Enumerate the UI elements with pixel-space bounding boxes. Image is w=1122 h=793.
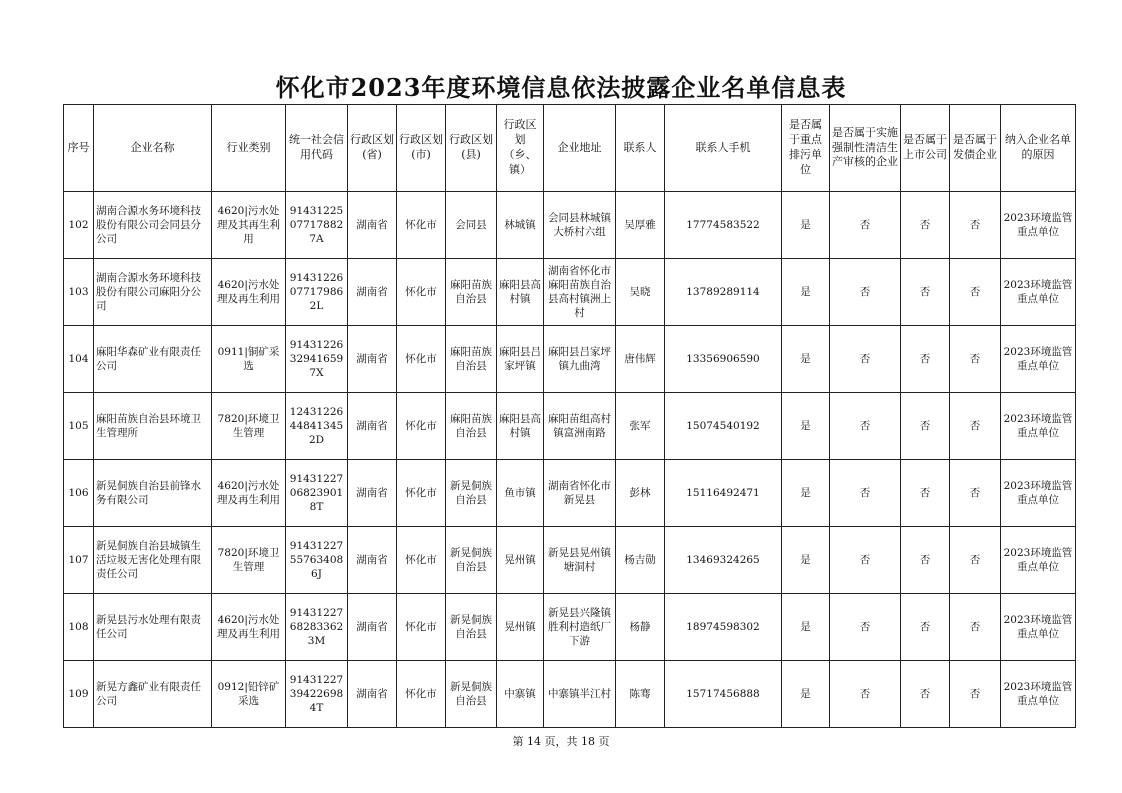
province-cell: 湖南省: [348, 259, 397, 326]
table-row: [64, 594, 1076, 661]
contact-person-cell: 吴厚雅: [616, 192, 665, 259]
listed-company-cell: 否: [901, 393, 950, 460]
company-name-cell: 新晃方鑫矿业有限责任公司: [94, 661, 212, 728]
inclusion-reason-cell: 2023环境监管重点单位: [1001, 259, 1076, 326]
credit-code-cell: 91431226329416597X: [286, 326, 348, 393]
table-row: [64, 527, 1076, 594]
credit-code-cell: 91431225077178827A: [286, 192, 348, 259]
town-cell: 晃州镇: [497, 527, 544, 594]
province-cell: 湖南省: [348, 460, 397, 527]
contact-person-cell: 张军: [616, 393, 665, 460]
row-number-cell: 103: [64, 259, 94, 326]
table-row: [64, 393, 1076, 460]
column-header: 纳入企业名单的原因: [1001, 105, 1076, 192]
key-pollutant-unit-cell: 是: [782, 527, 830, 594]
county-cell: 新晃侗族自治县: [446, 460, 497, 527]
table-header: [64, 105, 1076, 192]
header-row: [64, 105, 1076, 192]
column-header: 企业名称: [94, 105, 212, 192]
industry-category-cell: 4620|污水处理及其再生利用: [212, 192, 286, 259]
bond-issuer-cell: 否: [950, 393, 1001, 460]
key-pollutant-unit-cell: 是: [782, 594, 830, 661]
credit-code-cell: 91431227682833623M: [286, 594, 348, 661]
county-cell: 麻阳苗族自治县: [446, 326, 497, 393]
listed-company-cell: 否: [901, 192, 950, 259]
industry-category-cell: 4620|污水处理及再生利用: [212, 594, 286, 661]
county-cell: 会同县: [446, 192, 497, 259]
industry-category-cell: 7820|环境卫生管理: [212, 393, 286, 460]
row-number-cell: 105: [64, 393, 94, 460]
company-name-cell: 新晃侗族自治县城镇生活垃圾无害化处理有限责任公司: [94, 527, 212, 594]
address-cell: 中寨镇半江村: [544, 661, 616, 728]
county-cell: 麻阳苗族自治县: [446, 393, 497, 460]
key-pollutant-unit-cell: 是: [782, 259, 830, 326]
contact-phone-cell: 17774583522: [665, 192, 782, 259]
enterprise-table: [63, 104, 1076, 728]
credit-code-cell: 91431227557634086J: [286, 527, 348, 594]
address-cell: 麻阳县吕家坪镇九曲湾: [544, 326, 616, 393]
city-cell: 怀化市: [397, 594, 446, 661]
clean-production-audit-cell: 否: [830, 594, 901, 661]
city-cell: 怀化市: [397, 259, 446, 326]
listed-company-cell: 否: [901, 460, 950, 527]
contact-person-cell: 杨静: [616, 594, 665, 661]
province-cell: 湖南省: [348, 192, 397, 259]
town-cell: 鱼市镇: [497, 460, 544, 527]
county-cell: 新晃侗族自治县: [446, 594, 497, 661]
address-cell: 湖南省怀化市麻阳苗族自治县高村镇洲上村: [544, 259, 616, 326]
county-cell: 新晃侗族自治县: [446, 661, 497, 728]
industry-category-cell: 0912|铅锌矿采选: [212, 661, 286, 728]
city-cell: 怀化市: [397, 460, 446, 527]
column-header: 是否属于发债企业: [950, 105, 1001, 192]
bond-issuer-cell: 否: [950, 259, 1001, 326]
province-cell: 湖南省: [348, 326, 397, 393]
town-cell: 麻阳县吕家坪镇: [497, 326, 544, 393]
listed-company-cell: 否: [901, 527, 950, 594]
column-header: 行政区划(省): [348, 105, 397, 192]
clean-production-audit-cell: 否: [830, 460, 901, 527]
city-cell: 怀化市: [397, 326, 446, 393]
contact-phone-cell: 15717456888: [665, 661, 782, 728]
key-pollutant-unit-cell: 是: [782, 460, 830, 527]
row-number-cell: 109: [64, 661, 94, 728]
clean-production-audit-cell: 否: [830, 192, 901, 259]
province-cell: 湖南省: [348, 393, 397, 460]
row-number-cell: 108: [64, 594, 94, 661]
company-name-cell: 新晃侗族自治县前锋水务有限公司: [94, 460, 212, 527]
row-number-cell: 102: [64, 192, 94, 259]
listed-company-cell: 否: [901, 326, 950, 393]
column-header: 企业地址: [544, 105, 616, 192]
industry-category-cell: 4620|污水处理及再生利用: [212, 259, 286, 326]
province-cell: 湖南省: [348, 661, 397, 728]
key-pollutant-unit-cell: 是: [782, 192, 830, 259]
credit-code-cell: 91431226077179862L: [286, 259, 348, 326]
inclusion-reason-cell: 2023环境监管重点单位: [1001, 192, 1076, 259]
address-cell: 新晃县晃州镇塘洞村: [544, 527, 616, 594]
row-number-cell: 104: [64, 326, 94, 393]
city-cell: 怀化市: [397, 192, 446, 259]
clean-production-audit-cell: 否: [830, 259, 901, 326]
bond-issuer-cell: 否: [950, 326, 1001, 393]
table-row: [64, 259, 1076, 326]
town-cell: 麻阳县高村镇: [497, 259, 544, 326]
contact-phone-cell: 13356906590: [665, 326, 782, 393]
listed-company-cell: 否: [901, 661, 950, 728]
bond-issuer-cell: 否: [950, 192, 1001, 259]
address-cell: 麻阳苗组高村镇富洲南路: [544, 393, 616, 460]
province-cell: 湖南省: [348, 527, 397, 594]
clean-production-audit-cell: 否: [830, 326, 901, 393]
clean-production-audit-cell: 否: [830, 661, 901, 728]
column-header: 行政区划(县): [446, 105, 497, 192]
county-cell: 新晃侗族自治县: [446, 527, 497, 594]
contact-person-cell: 彭林: [616, 460, 665, 527]
contact-phone-cell: 13469324265: [665, 527, 782, 594]
city-cell: 怀化市: [397, 527, 446, 594]
inclusion-reason-cell: 2023环境监管重点单位: [1001, 594, 1076, 661]
town-cell: 中寨镇: [497, 661, 544, 728]
inclusion-reason-cell: 2023环境监管重点单位: [1001, 393, 1076, 460]
column-header: 统一社会信用代码: [286, 105, 348, 192]
clean-production-audit-cell: 否: [830, 393, 901, 460]
province-cell: 湖南省: [348, 594, 397, 661]
credit-code-cell: 91431227394226984T: [286, 661, 348, 728]
clean-production-audit-cell: 否: [830, 527, 901, 594]
company-name-cell: 麻阳苗族自治县环境卫生管理所: [94, 393, 212, 460]
column-header: 行政区划(市): [397, 105, 446, 192]
contact-phone-cell: 18974598302: [665, 594, 782, 661]
address-cell: 会同县林城镇大桥村六组: [544, 192, 616, 259]
company-name-cell: 湖南合源水务环境科技股份有限公司麻阳分公司: [94, 259, 212, 326]
contact-phone-cell: 13789289114: [665, 259, 782, 326]
bond-issuer-cell: 否: [950, 661, 1001, 728]
table-body: [64, 192, 1076, 728]
row-number-cell: 106: [64, 460, 94, 527]
town-cell: 林城镇: [497, 192, 544, 259]
bond-issuer-cell: 否: [950, 527, 1001, 594]
column-header: 是否属于上市公司: [901, 105, 950, 192]
credit-code-cell: 91431227068239018T: [286, 460, 348, 527]
column-header: 是否属于实施强制性清洁生产审核的企业: [830, 105, 901, 192]
contact-person-cell: 陈骞: [616, 661, 665, 728]
contact-person-cell: 唐伟辉: [616, 326, 665, 393]
inclusion-reason-cell: 2023环境监管重点单位: [1001, 527, 1076, 594]
address-cell: 湖南省怀化市新晃县: [544, 460, 616, 527]
column-header: 联系人手机: [665, 105, 782, 192]
column-header: 行业类别: [212, 105, 286, 192]
industry-category-cell: 7820|环境卫生管理: [212, 527, 286, 594]
city-cell: 怀化市: [397, 393, 446, 460]
key-pollutant-unit-cell: 是: [782, 326, 830, 393]
column-header: 行政区划（乡、镇）: [497, 105, 544, 192]
page-number: 第 14 页，共 18 页: [512, 735, 610, 748]
company-name-cell: 湖南合源水务环境科技股份有限公司会同县分公司: [94, 192, 212, 259]
company-name-cell: 新晃县污水处理有限责任公司: [94, 594, 212, 661]
bond-issuer-cell: 否: [950, 594, 1001, 661]
contact-person-cell: 杨吉勋: [616, 527, 665, 594]
credit-code-cell: 12431226448413452D: [286, 393, 348, 460]
bond-issuer-cell: 否: [950, 460, 1001, 527]
row-number-cell: 107: [64, 527, 94, 594]
inclusion-reason-cell: 2023环境监管重点单位: [1001, 460, 1076, 527]
industry-category-cell: 0911|铜矿采选: [212, 326, 286, 393]
inclusion-reason-cell: 2023环境监管重点单位: [1001, 326, 1076, 393]
table-row: [64, 326, 1076, 393]
town-cell: 麻阳县高村镇: [497, 393, 544, 460]
company-name-cell: 麻阳华森矿业有限责任公司: [94, 326, 212, 393]
key-pollutant-unit-cell: 是: [782, 661, 830, 728]
town-cell: 晃州镇: [497, 594, 544, 661]
industry-category-cell: 4620|污水处理及再生利用: [212, 460, 286, 527]
listed-company-cell: 否: [901, 594, 950, 661]
column-header: 是否属于重点排污单位: [782, 105, 830, 192]
inclusion-reason-cell: 2023环境监管重点单位: [1001, 661, 1076, 728]
table-row: [64, 661, 1076, 728]
table-row: [64, 460, 1076, 527]
column-header: 联系人: [616, 105, 665, 192]
contact-person-cell: 吴晓: [616, 259, 665, 326]
city-cell: 怀化市: [397, 661, 446, 728]
contact-phone-cell: 15074540192: [665, 393, 782, 460]
table-row: [64, 192, 1076, 259]
key-pollutant-unit-cell: 是: [782, 393, 830, 460]
address-cell: 新晃县兴隆镇胜利村造纸厂下游: [544, 594, 616, 661]
page-title: 怀化市2023年度环境信息依法披露企业名单信息表: [275, 73, 847, 102]
column-header: 序号: [64, 105, 94, 192]
contact-phone-cell: 15116492471: [665, 460, 782, 527]
county-cell: 麻阳苗族自治县: [446, 259, 497, 326]
listed-company-cell: 否: [901, 259, 950, 326]
